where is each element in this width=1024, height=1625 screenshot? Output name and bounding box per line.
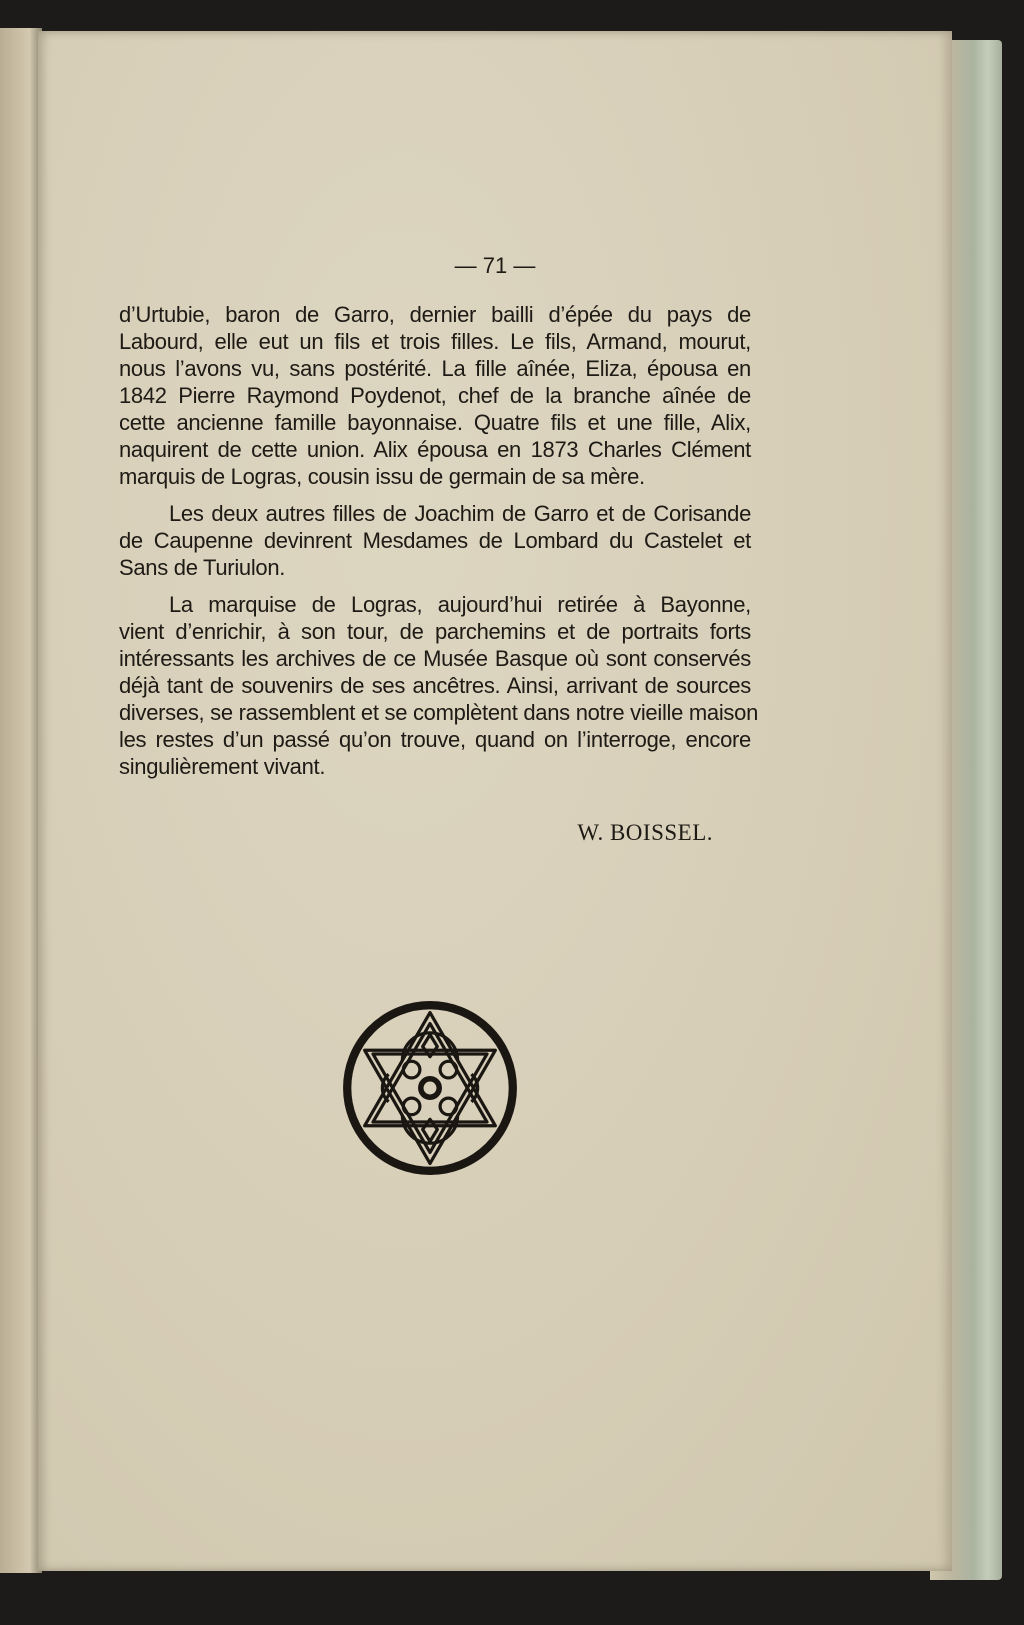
text-line: de Caupenne devinrent Mesdames de Lombard du Castelet et [119,528,751,553]
text-line: intéressants les archives de ce Musée Basque où sont conservés [119,646,751,671]
text-line: Sans de Turiulon. [119,555,286,580]
paragraph [119,301,751,490]
text-line: Labourd, elle eut un fils et trois filles. Le fils, Armand, mourut, [119,329,751,354]
hexagram-emblem-icon [338,996,522,1180]
author-signature: W. BOISSEL. [577,820,713,845]
text-line: diverses, se rassemblent et se complètent dans notre vieille maison [119,700,758,725]
body-text [119,301,758,845]
text-line: d’Urtubie, baron de Garro, dernier bailli d’épée du pays de [119,302,751,327]
text-line: 1842 Pierre Raymond Poydenot, chef de la branche aînée de [119,383,751,408]
page-number: — 71 — [454,253,536,278]
paragraph [119,591,758,780]
text-line: marquis de Logras, cousin issu de germain de sa mère. [119,464,645,489]
paragraph [119,500,751,581]
text-line: naquirent de cette union. Alix épousa en 1873 Charles Clément [119,437,751,462]
text-line: singulièrement vivant. [119,754,326,779]
text-line: nous l’avons vu, sans postérité. La fille aînée, Eliza, épousa en [119,356,751,381]
text-line: Les deux autres filles de Joachim de Garro et de Corisande [169,501,751,526]
left-page-edge [0,28,42,1573]
book-page [38,31,952,1571]
text-line: vient d’enrichir, à son tour, de parchemins et de portraits forts [119,619,751,644]
text-line: La marquise de Logras, aujourd’hui retirée à Bayonne, [169,592,751,617]
text-line: les restes d’un passé qu’on trouve, quand on l’interroge, encore [119,727,751,752]
text-line: déjà tant de souvenirs de ses ancêtres. Ainsi, arrivant de sources [119,673,751,698]
text-line: cette ancienne famille bayonnaise. Quatre fils et une fille, Alix, [119,410,751,435]
